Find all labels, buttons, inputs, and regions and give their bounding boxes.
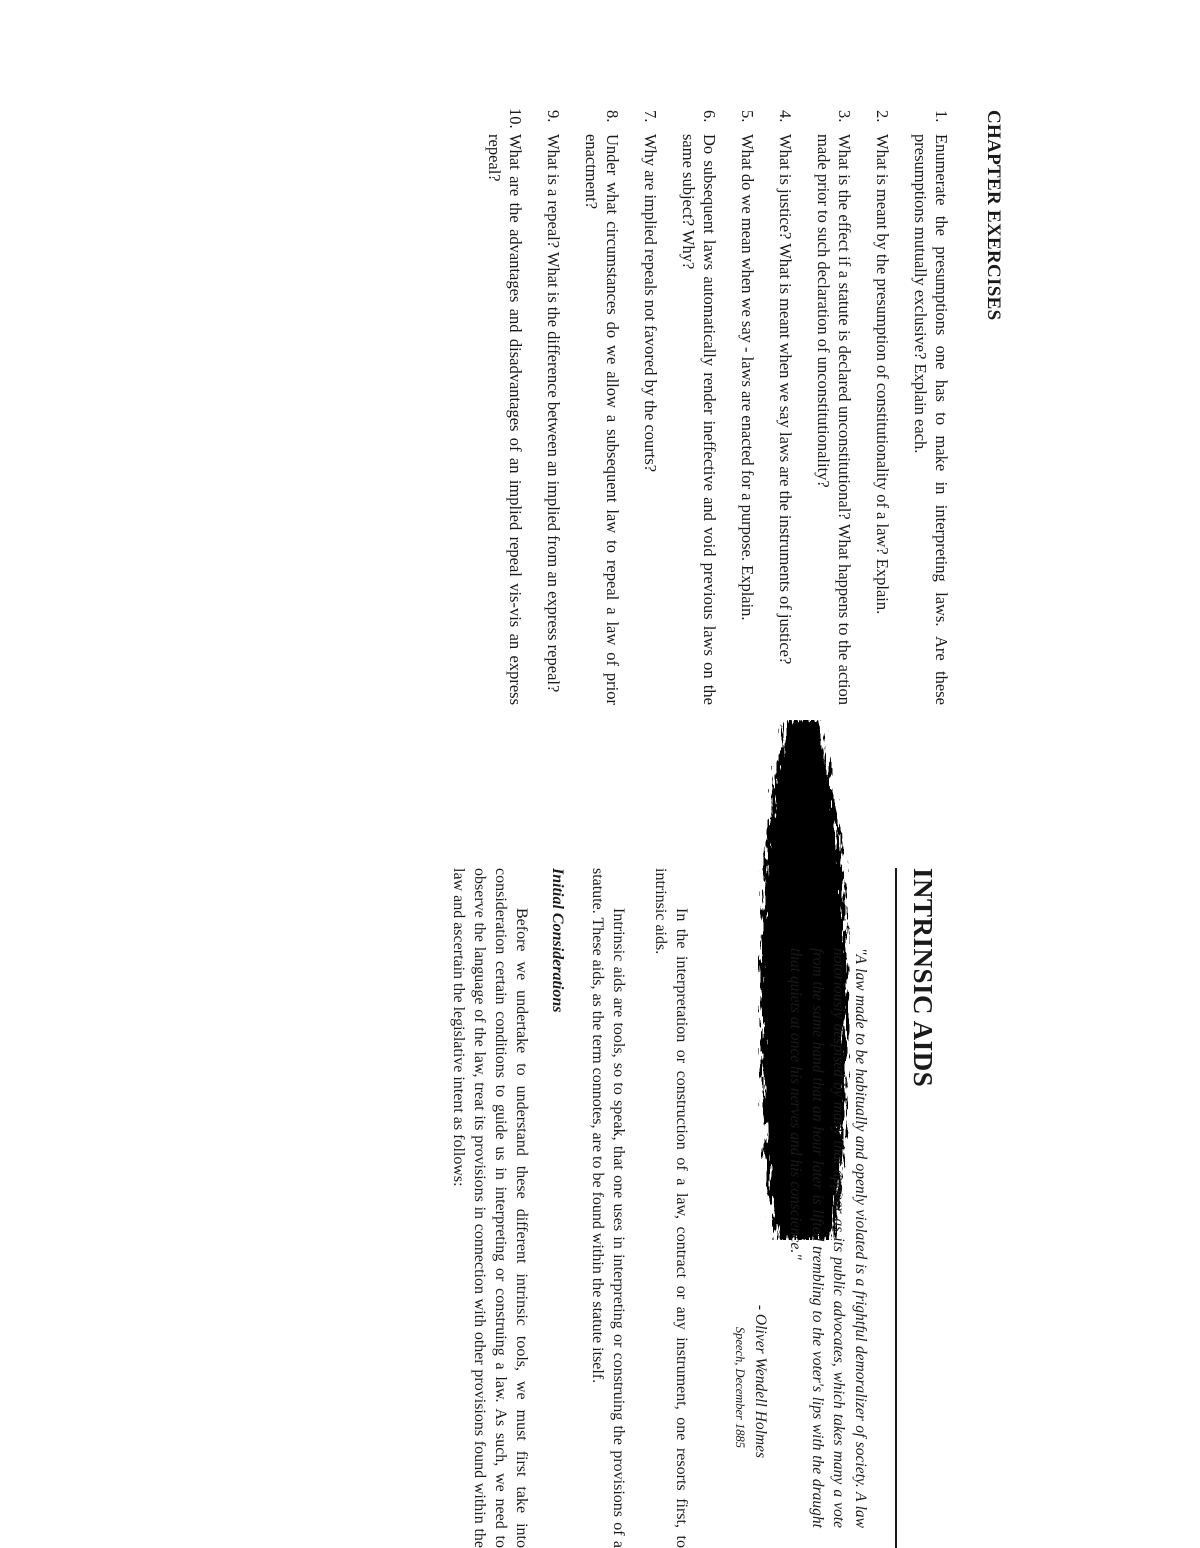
section-title: INTRINSIC AIDS (895, 868, 938, 1548)
exercise-number: 3. (835, 110, 854, 123)
exercise-text: Do subsequent laws automatically render ineffective and void previous laws on the same subject? Why? (679, 134, 719, 705)
exercise-item (813, 110, 855, 705)
exercise-text: What is a repeal? What is the difference between an implied from an express repeal? (544, 134, 563, 693)
exercise-item (678, 110, 720, 705)
exercise-text: What are the advantages and disadvantages of an implied repeal vis-vis an express repeal? (485, 134, 525, 705)
exercise-text: What is justice? What is meant when we say laws are the instruments of justice? (776, 134, 795, 665)
exercise-item (484, 110, 526, 705)
exercise-item (640, 110, 661, 705)
quote-source: Speech, December 1885 (733, 1326, 747, 1448)
exercise-item (910, 110, 952, 705)
exercise-item (872, 110, 893, 705)
exercise-number: 1. (932, 110, 951, 123)
body-paragraph: Before we undertake to understand these different intrinsic tools, we must first take into consideration certain conditions to guide us in interpreting or construing a law. As such, we need to observe the language of the law, treat its provisions in connection with other provisions found within the law and ascertain the legislative intent as follows: (450, 868, 530, 1548)
exercise-number: 6. (700, 110, 719, 123)
exercises-list (484, 110, 952, 705)
exercise-number: 5. (738, 110, 757, 123)
quote-attribution: - Oliver Wendell Holmes (752, 1304, 769, 1458)
exercise-item (737, 110, 758, 705)
exercise-text: Enumerate the presumptions one has to make in interpreting laws. Are these presumptions mutually exclusive? Explain each. (911, 134, 951, 705)
exercise-number: 10. (506, 108, 525, 129)
body-paragraph: Intrinsic aids are tools, so to speak, that one uses in interpreting or construing the provisions of a statute. These aids, as the term connotes, are to be found within the statute itself. (589, 868, 627, 1548)
exercise-number: 7. (641, 110, 660, 123)
exercise-item (775, 110, 796, 705)
sub-heading: Initial Considerations (549, 868, 566, 1013)
intrinsic-aids-section (427, 868, 938, 1548)
chapter-exercises-section (467, 110, 1004, 705)
exercise-number: 4. (776, 110, 795, 123)
exercise-item (581, 110, 623, 705)
exercise-text: What is meant by the presumption of constitutionality of a law? Explain. (873, 134, 892, 615)
exercise-text: What is the effect if a statute is declared unconstitutional? What happens to the action made prior to such declaration of unconstitutionality? (814, 134, 854, 705)
exercises-heading: CHAPTER EXERCISES (983, 110, 1004, 321)
exercise-text: Under what circumstances do we allow a subsequent law to repeal a law of prior enactment? (582, 134, 622, 705)
body-paragraph: In the interpretation or construction of a law, contract or any instrument, one resorts first, to intrinsic aids. (652, 868, 690, 1548)
exercise-text: Why are implied repeals not favored by the courts? (641, 134, 660, 473)
exercise-item (543, 110, 564, 705)
exercise-number: 2. (873, 110, 892, 123)
exercise-number: 9. (544, 110, 563, 123)
epigraph-quote: "A law made to be habitually and openly violated is a frightful demoralizer of society. A law notoriously despised by many that appear as its public advocates, which takes many a vote from the same hand that an hour later is lifted trembling to the voter's lips with the draught that quiets at once his nerves and his conscience." (787, 948, 869, 1528)
exercise-text: What do we mean when we say - laws are enacted for a purpose. Explain. (738, 134, 757, 621)
exercise-number: 8. (603, 110, 622, 123)
